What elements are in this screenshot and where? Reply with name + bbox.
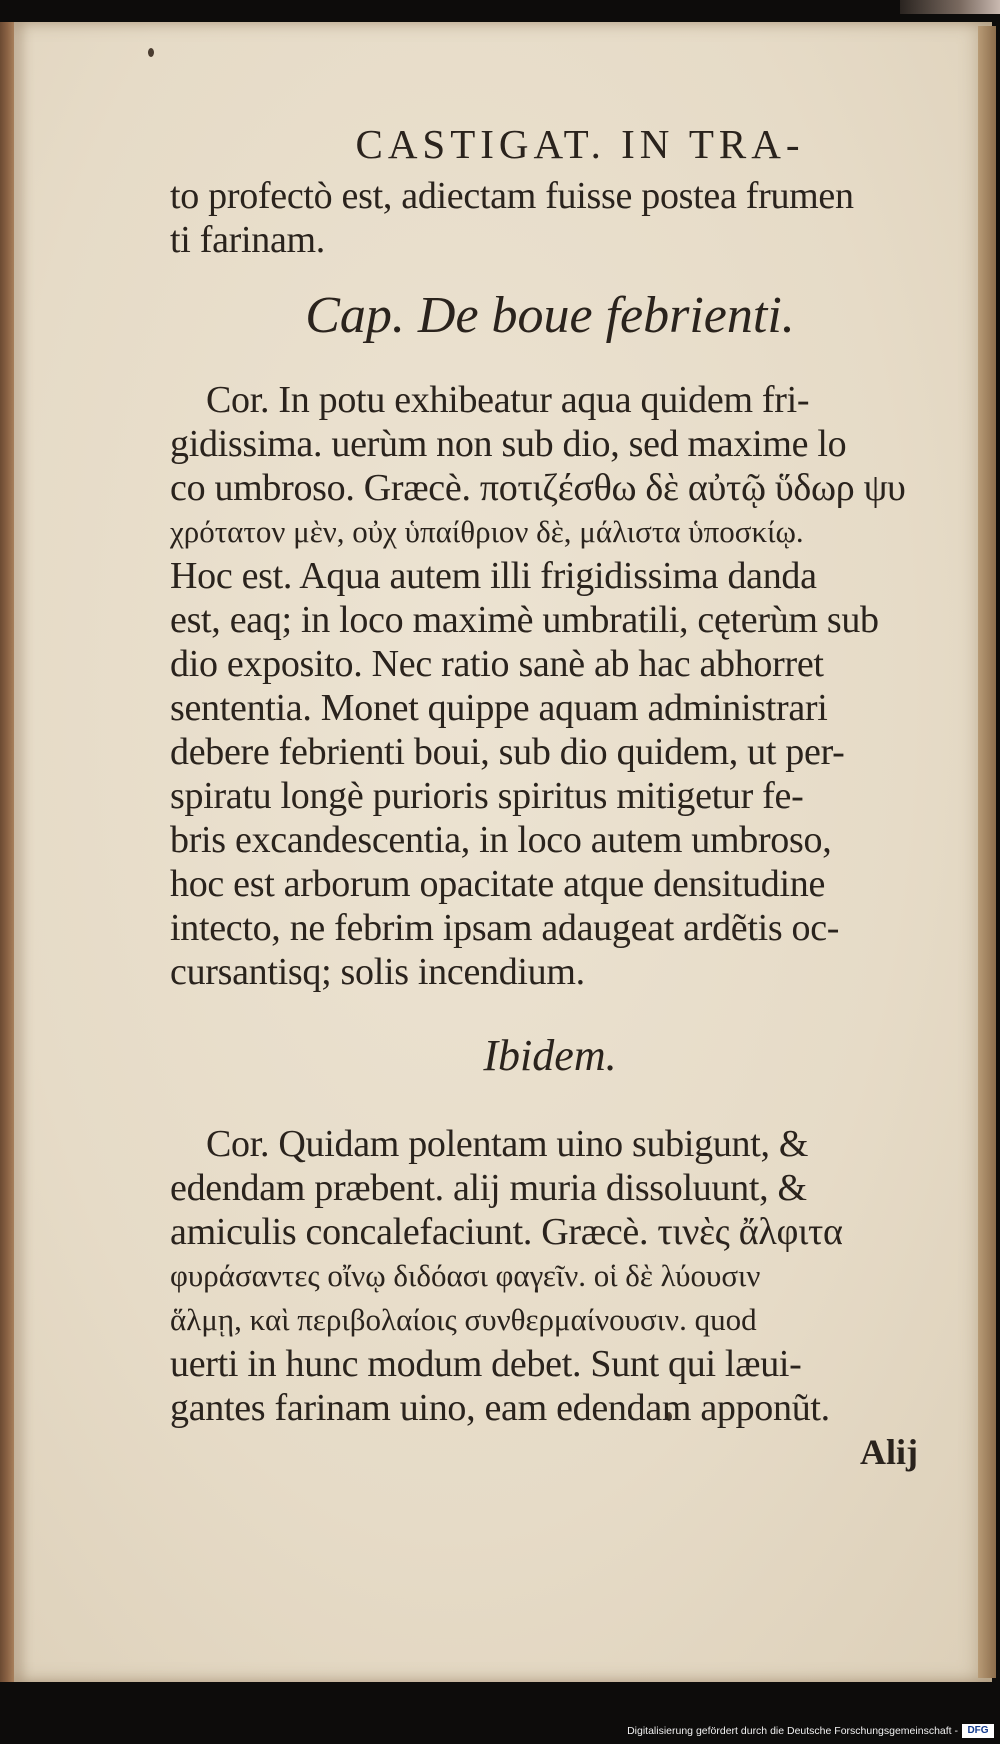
text-line: spiratu longè purioris spiritus mitigetur fe- — [170, 775, 804, 817]
greek-text-line: χρότατον μὲν, οὐχ ὑπαίθριον δὲ, μάλιστα ὑποσκίῳ. — [170, 514, 804, 549]
text-line: intecto, ne febrim ipsam adaugeat ardẽtis oc- — [170, 907, 840, 949]
greek-text-line: φυράσαντες οἴνῳ διδόασι φαγεῖν. οἱ δὲ λύουσιν — [170, 1258, 761, 1293]
section-heading: Ibidem. — [483, 1031, 617, 1080]
text-line: uerti in hunc modum debet. Sunt qui læui- — [170, 1343, 802, 1385]
chapter-heading: Cap. De boue febrienti. — [305, 287, 795, 344]
page-text — [170, 120, 930, 1474]
text-line: hoc est arborum opacitate atque densitudine — [170, 863, 826, 905]
text-line: ti farinam. — [170, 219, 325, 261]
text-line: Cor. Quidam polentam uino subigunt, & — [206, 1123, 809, 1165]
text-line: gidissima. uerùm non sub dio, sed maxime lo — [170, 423, 847, 465]
top-scan-strip — [900, 0, 1000, 14]
text-line: cursantisq; solis incendium. — [170, 951, 585, 993]
running-head: CASTIGAT. IN TRA- — [355, 121, 805, 167]
text-line: est, eaq; in loco maximè umbratili, cęterùm sub — [170, 599, 879, 641]
text-line: edendam præbent. alij muria dissoluunt, & — [170, 1167, 807, 1209]
text-line: debere febrienti boui, sub dio quidem, ut per- — [170, 731, 845, 773]
greek-text-line: ἅλμῃ, καὶ περιβολαίοις συνθερμαίνουσιν. quod — [170, 1302, 757, 1337]
catchword: Alij — [860, 1432, 918, 1472]
text-line: to profectò est, adiectam fuisse postea frumen — [170, 175, 854, 217]
digitization-credit: Digitalisierung gefördert durch die Deutsche Forschungsgemeinschaft - — [627, 1725, 958, 1737]
text-line: amiculis concalefaciunt. Græcè. τινὲς ἄλφιτα — [170, 1211, 843, 1253]
text-line: co umbroso. Græcè. ποτιζέσθω δὲ αὐτῷ ὕδωρ ψυ — [170, 467, 906, 509]
text-line: Cor. In potu exhibeatur aqua quidem fri- — [206, 379, 810, 421]
ink-speck — [148, 48, 154, 57]
text-line: dio exposito. Nec ratio sanè ab hac abhorret — [170, 643, 824, 685]
text-line: sententia. Monet quippe aquam administrari — [170, 687, 828, 729]
page-fore-edge — [978, 26, 996, 1678]
text-line: Hoc est. Aqua autem illi frigidissima danda — [170, 555, 817, 597]
text-line: bris excandescentia, in loco autem umbroso, — [170, 819, 832, 861]
text-line: gantes farinam uino, eam edendam apponũt. — [170, 1387, 830, 1429]
dfg-logo: DFG — [962, 1724, 994, 1738]
